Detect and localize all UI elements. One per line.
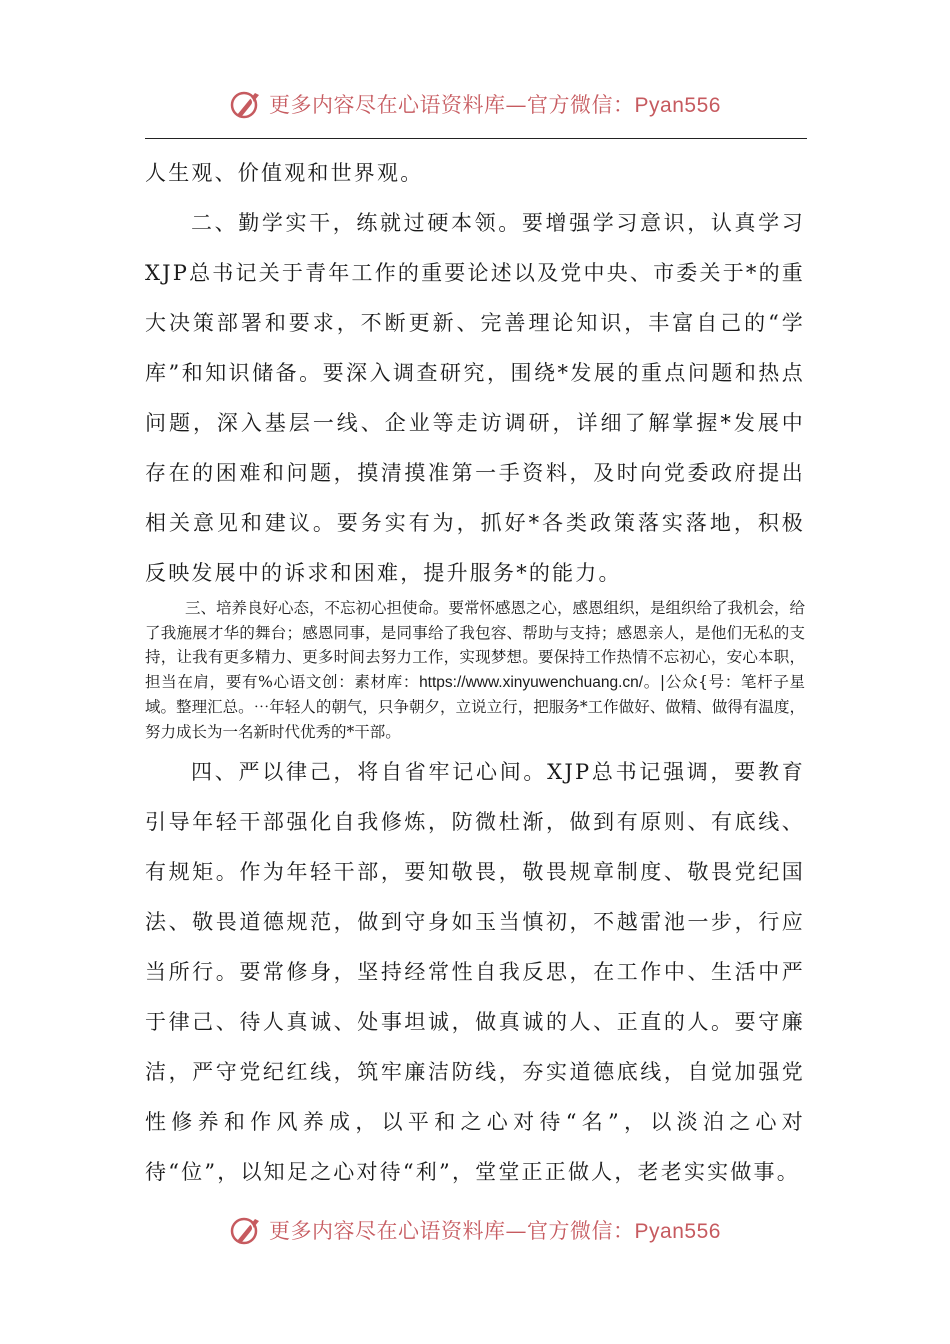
header-divider <box>145 138 807 139</box>
footer-banner <box>0 1210 950 1250</box>
quill-logo-icon <box>229 87 263 121</box>
paragraph-good-mindset: 三、培养良好心态，不忘初心担使命。要常怀感恩之心，感恩组织，是组织给了我机会，给了我施展才华的舞台；感恩同事，是同事给了我包容、帮助与支持；感恩亲人，是他们无私的支持，让我有更多精力、更多时间去努力工作，实现梦想。要保持工作热情不忘初心，安心本职，担当在肩，要有%心语文创：素材库：https://www.xinyuwenchuang.cn/。|公众{号：笔杆子星域。整理汇总。⋯年轻人的朝气，只争朝夕，立说立行，把服务*工作做好、做精、做得有温度，努力成长为一名新时代优秀的*干部。 <box>145 599 806 741</box>
header-banner <box>0 84 950 124</box>
banner-text: 更多内容尽在心语资料库—官方微信：Pyan556 <box>269 93 721 117</box>
paragraph-self-discipline: 四、严以律己，将自省牢记心间。XJP总书记强调，要教育引导年轻干部强化自我修炼，防微杜渐，做到有原则、有底线、有规矩。作为年轻干部，要知敬畏，敬畏规章制度、敬畏党纪国法、敬畏道德规范，做到守身如玉当慎初，不越雷池一步，行应当所行。要常修身，坚持经常性自我反思，在工作中、生活中严于律己、待人真诚、处事坦诚，做真诚的人、正直的人。要守廉洁，严守党纪红线，筑牢廉洁防线，夯实道德底线，自觉加强党性修养和作风养成，以平和之心对待“名”，以淡泊之心对待“位”，以知足之心对待“利”，堂堂正正做人，老老实实做事。 <box>145 760 805 1184</box>
paragraph-diligent-study: 二、勤学实干，练就过硬本领。要增强学习意识，认真学习XJP总书记关于青年工作的重要论述以及党中央、市委关于*的重大决策部署和要求，不断更新、完善理论知识，丰富自己的“学库”和知识储备。要深入调查研究，围绕*发展的重点问题和热点问题，深入基层一线、企业等走访调研，详细了解掌握*发展中存在的困难和问题，摸清摸准第一手资料，及时向党委政府提出相关意见和建议。要务实有为，抓好*各类政策落实落地，积极反映发展中的诉求和困难，提升服务*的能力。 <box>145 211 805 585</box>
quill-logo-icon <box>229 1213 263 1247</box>
lead-paragraph: 人生观、价值观和世界观。 <box>145 161 424 185</box>
source-url: https://www.xinyuwenchuang.cn/ <box>419 673 644 691</box>
banner-text: 更多内容尽在心语资料库—官方微信：Pyan556 <box>269 1219 721 1243</box>
